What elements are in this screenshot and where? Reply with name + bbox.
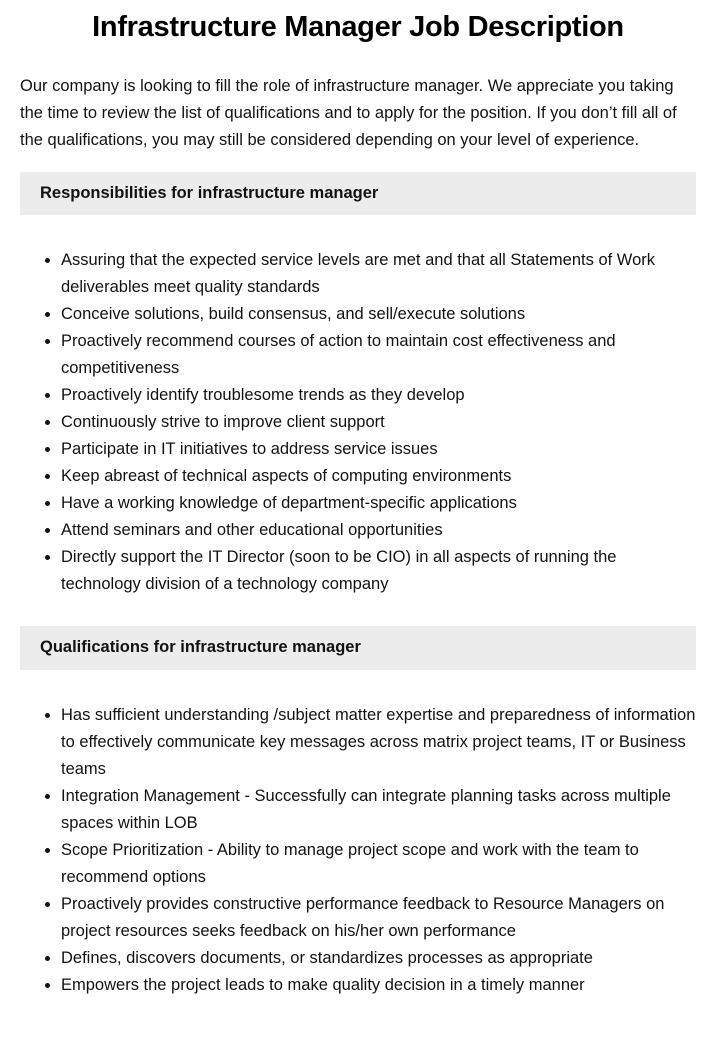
responsibilities-list	[20, 247, 696, 598]
responsibility-item: • Participate in IT initiatives to address service issues	[61, 436, 696, 463]
responsibility-item: • Directly support the IT Director (soon to be CIO) in all aspects of running the technology division of a technology company	[61, 544, 696, 598]
qualifications-heading-text: Qualifications for infrastructure manager	[40, 638, 361, 657]
qualifications-section-header	[20, 626, 696, 669]
qualification-item: • Scope Prioritization - Ability to manage project scope and work with the team to recommend options	[61, 837, 696, 891]
qualifications-list	[20, 702, 696, 999]
qualification-item: • Has sufficient understanding /subject matter expertise and preparedness of information to effectively communicate key messages across matrix project teams, IT or Business teams	[61, 702, 696, 783]
qualification-item: • Integration Management - Successfully can integrate planning tasks across multiple spaces within LOB	[61, 783, 696, 837]
responsibility-item: • Conceive solutions, build consensus, and sell/execute solutions	[61, 301, 696, 328]
responsibility-item: • Attend seminars and other educational opportunities	[61, 517, 696, 544]
qualification-item: • Empowers the project leads to make quality decision in a timely manner	[61, 972, 696, 999]
responsibilities-section-header	[20, 172, 696, 215]
qualification-item: • Defines, discovers documents, or standardizes processes as appropriate	[61, 945, 696, 972]
responsibility-item: • Continuously strive to improve client support	[61, 409, 696, 436]
responsibility-item: • Assuring that the expected service levels are met and that all Statements of Work deliverables meet quality standards	[61, 247, 696, 301]
responsibility-item: • Proactively recommend courses of action to maintain cost effectiveness and competitiveness	[61, 328, 696, 382]
qualification-item: • Proactively provides constructive performance feedback to Resource Managers on project resources seeks feedback on his/her own performance	[61, 891, 696, 945]
intro-paragraph: Our company is looking to fill the role of infrastructure manager. We appreciate you taking the time to review the list of qualifications and to apply for the position. If you don’t fill all of the qualifications, you may still be considered depending on your level of experience.	[20, 76, 677, 149]
responsibility-item: • Keep abreast of technical aspects of computing environments	[61, 463, 696, 490]
responsibility-item: • Have a working knowledge of department-specific applications	[61, 490, 696, 517]
responsibilities-heading-text: Responsibilities for infrastructure manager	[40, 183, 379, 202]
responsibility-item: • Proactively identify troublesome trends as they develop	[61, 382, 696, 409]
page-title: Infrastructure Manager Job Description	[92, 11, 624, 43]
